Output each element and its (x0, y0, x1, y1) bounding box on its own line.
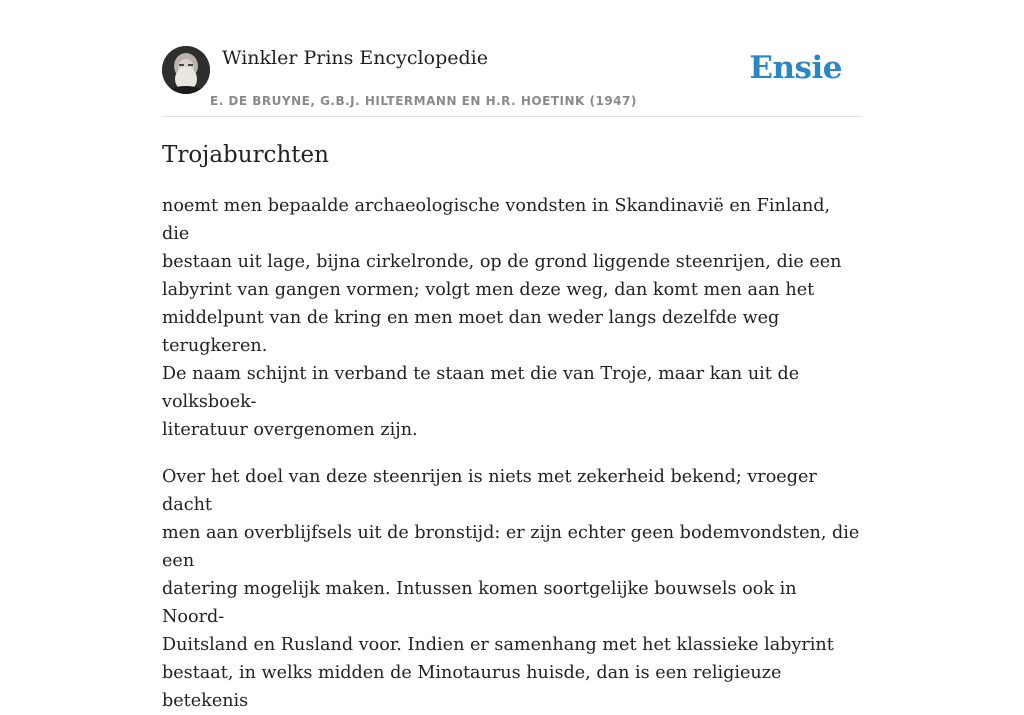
author-avatar[interactable] (162, 46, 210, 94)
header (162, 44, 862, 117)
portrait-icon (162, 46, 210, 94)
article-paragraph: Over het doel van deze steenrijen is niets met zekerheid bekend; vroeger dacht men aan overblijfsels uit de bronstijd: er zijn echter geen bodemvondsten, die een datering mogelijk maken. Intussen komen soortgelijke bouwsels ook in Noord- Duitsland en Rusland voor. Indien er samenhang met het klassieke labyrint bestaat, in welks midden de Minotaurus huisde, dan is een religieuze betekenis (162, 467, 860, 711)
article-paragraph: noemt men bepaalde archaeologische vondsten in Skandinavië en Finland, die bestaan uit lage, bijna cirkelronde, op de grond liggende steenrijen, die een labyrint van gangen vormen; volgt men deze weg, dan komt men aan het middelpunt van de kring en men moet dan weder langs dezelfde weg terugkeren. De naam schijnt in verband te staan met die van Troje, maar kan uit de volksboek- literatuur overgenomen zijn. (162, 196, 842, 440)
article-title: Trojaburchten (162, 142, 329, 168)
brand-logo[interactable]: Ensie (749, 50, 842, 86)
site-title[interactable]: Winkler Prins Encyclopedie (222, 47, 488, 69)
author-credits: E. DE BRUYNE, G.B.J. HILTERMANN EN H.R. HOETINK (1947) (210, 94, 637, 108)
article (162, 140, 862, 715)
